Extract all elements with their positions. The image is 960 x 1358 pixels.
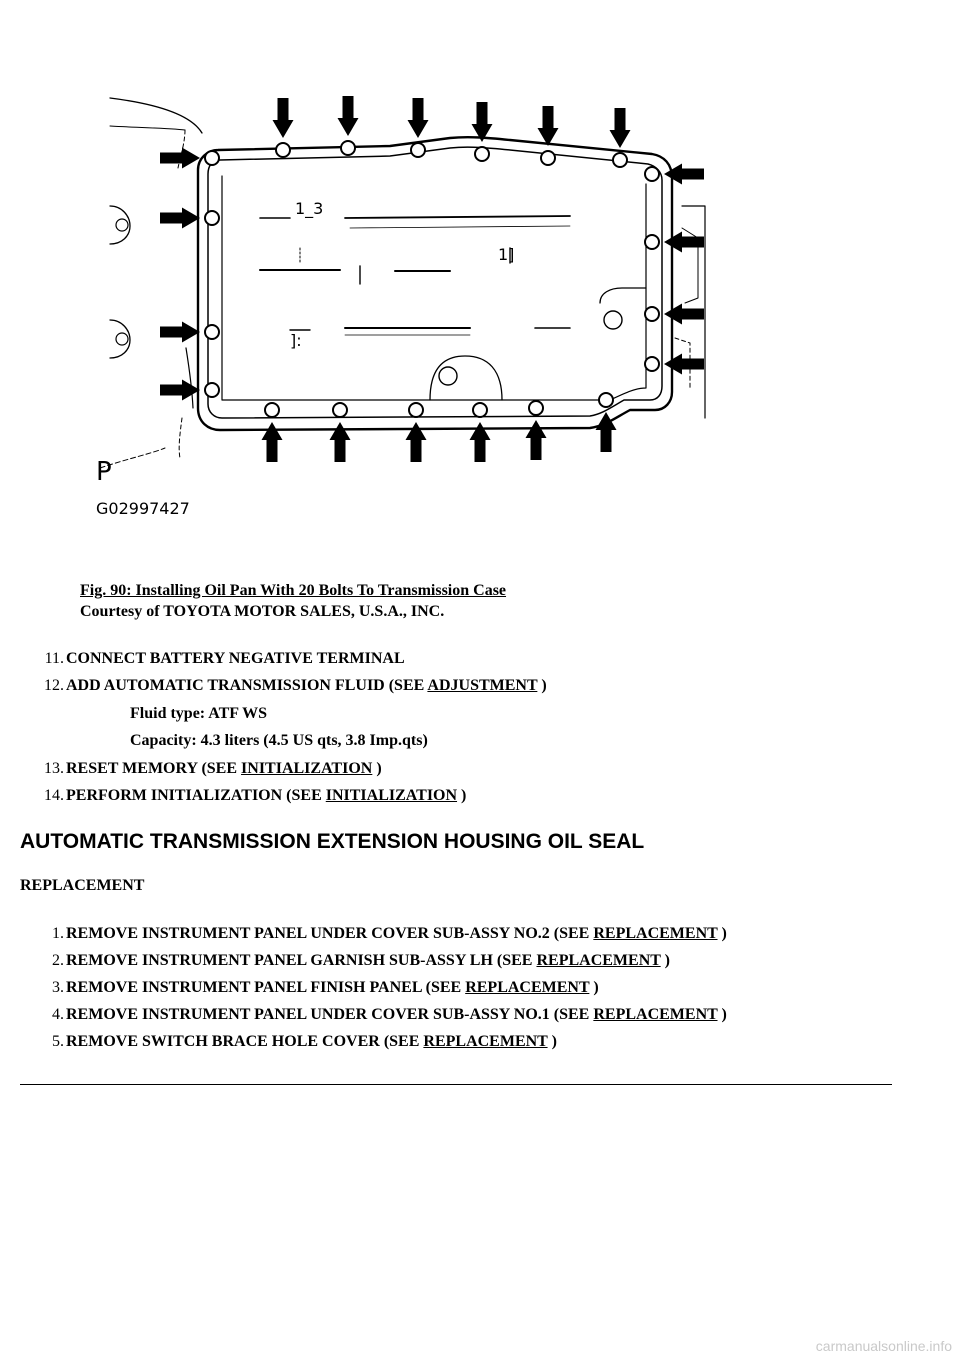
step-suffix: )	[660, 952, 670, 969]
step-text: REMOVE SWITCH BRACE HOLE COVER (SEE	[66, 1033, 424, 1050]
step-text: REMOVE INSTRUMENT PANEL GARNISH SUB-ASSY LH (SEE	[66, 952, 537, 969]
replacement-link[interactable]: REPLACEMENT	[536, 952, 661, 969]
footer-watermark: carmanualsonline.info	[815, 1338, 952, 1354]
arrow-up-icon	[262, 422, 283, 462]
step-number: 2.	[52, 952, 64, 969]
step-suffix: )	[457, 787, 467, 804]
figure-label-p: P	[96, 457, 112, 487]
step-suffix: )	[717, 925, 727, 942]
capacity-spec: Capacity: 4.3 liters (4.5 US qts, 3.8 Imp.qts)	[130, 732, 428, 749]
bolt	[205, 151, 219, 165]
bolt	[645, 167, 659, 181]
horizontal-rule	[20, 1084, 892, 1085]
bolt	[645, 357, 659, 371]
step-text: CONNECT BATTERY NEGATIVE TERMINAL	[66, 650, 405, 667]
arrow-up-icon	[330, 422, 351, 462]
section-heading: AUTOMATIC TRANSMISSION EXTENSION HOUSING OIL SEAL	[20, 830, 645, 853]
arrow-up-icon	[596, 412, 617, 452]
arrow-left-icon	[664, 354, 704, 375]
step-number: 5.	[52, 1033, 64, 1050]
arrow-down-icon	[408, 98, 429, 138]
bolt	[613, 153, 627, 167]
adjustment-link[interactable]: ADJUSTMENT	[427, 677, 538, 694]
bolt	[541, 151, 555, 165]
bolt	[645, 307, 659, 321]
arrow-right-icon	[160, 148, 200, 169]
replacement-link[interactable]: REPLACEMENT	[423, 1033, 548, 1050]
replace-step-5	[20, 1033, 557, 1051]
step-text: REMOVE INSTRUMENT PANEL FINISH PANEL (SEE	[66, 979, 466, 996]
figure-courtesy: Courtesy of TOYOTA MOTOR SALES, U.S.A., INC.	[80, 603, 445, 620]
bolt	[411, 143, 425, 157]
arrow-down-icon	[338, 96, 359, 136]
oil-pan-diagram	[90, 88, 730, 528]
figure-caption[interactable]: Fig. 90: Installing Oil Pan With 20 Bolts To Transmission Case	[80, 582, 507, 599]
replacement-link[interactable]: REPLACEMENT	[593, 925, 718, 942]
sub-heading: REPLACEMENT	[20, 877, 145, 894]
figure-code: G02997427	[96, 499, 190, 518]
arrow-down-icon	[273, 98, 294, 138]
initialization-link[interactable]: INITIALIZATION	[241, 760, 373, 777]
bolt	[205, 383, 219, 397]
step-suffix: )	[547, 1033, 557, 1050]
replacement-link[interactable]: REPLACEMENT	[593, 1006, 718, 1023]
bolt	[341, 141, 355, 155]
bolt	[473, 403, 487, 417]
bolt	[645, 235, 659, 249]
step-text: PERFORM INITIALIZATION (SEE	[66, 787, 326, 804]
bolt	[333, 403, 347, 417]
step-text: REMOVE INSTRUMENT PANEL UNDER COVER SUB-ASSY NO.1 (SEE	[66, 1006, 594, 1023]
bolt	[265, 403, 279, 417]
arrow-down-icon	[610, 108, 631, 148]
step-12	[20, 677, 547, 695]
fluid-type-spec: Fluid type: ATF WS	[130, 705, 268, 722]
bolt	[276, 143, 290, 157]
bolt	[599, 393, 613, 407]
arrow-right-icon	[160, 208, 200, 229]
step-number: 1.	[52, 925, 64, 942]
initialization-link[interactable]: INITIALIZATION	[325, 787, 458, 804]
bolt	[205, 211, 219, 225]
replace-step-1	[20, 925, 727, 943]
bolt	[475, 147, 489, 161]
replace-step-2	[20, 952, 670, 970]
arrow-down-icon	[472, 102, 493, 142]
step-number: 11.	[44, 650, 64, 667]
arrow-left-icon	[664, 304, 704, 325]
step-text: ADD AUTOMATIC TRANSMISSION FLUID (SEE	[66, 677, 428, 694]
step-13	[20, 760, 382, 778]
arrow-down-icon	[538, 106, 559, 146]
arrow-up-icon	[526, 420, 547, 460]
step-number: 12.	[44, 677, 64, 694]
step-number: 13.	[44, 760, 64, 777]
arrow-right-icon	[160, 322, 200, 343]
bolt	[205, 325, 219, 339]
step-suffix: )	[537, 677, 547, 694]
step-suffix: )	[589, 979, 599, 996]
step-number: 14.	[44, 787, 64, 804]
step-11	[20, 650, 405, 668]
arrow-right-icon	[160, 380, 200, 401]
pan-mark: ]:	[290, 331, 302, 350]
replacement-link[interactable]: REPLACEMENT	[465, 979, 590, 996]
bolt	[529, 401, 543, 415]
bolt	[409, 403, 423, 417]
replace-step-4	[20, 1006, 727, 1024]
step-number: 3.	[52, 979, 64, 996]
replace-step-3	[20, 979, 599, 997]
step-suffix: )	[372, 760, 382, 777]
step-text: REMOVE INSTRUMENT PANEL UNDER COVER SUB-ASSY NO.2 (SEE	[66, 925, 594, 942]
pan-mark: 1]	[498, 245, 515, 264]
step-14	[20, 787, 466, 805]
step-text: RESET MEMORY (SEE	[66, 760, 242, 777]
step-suffix: )	[717, 1006, 727, 1023]
pan-mark: 1_3	[295, 199, 324, 218]
step-number: 4.	[52, 1006, 64, 1023]
